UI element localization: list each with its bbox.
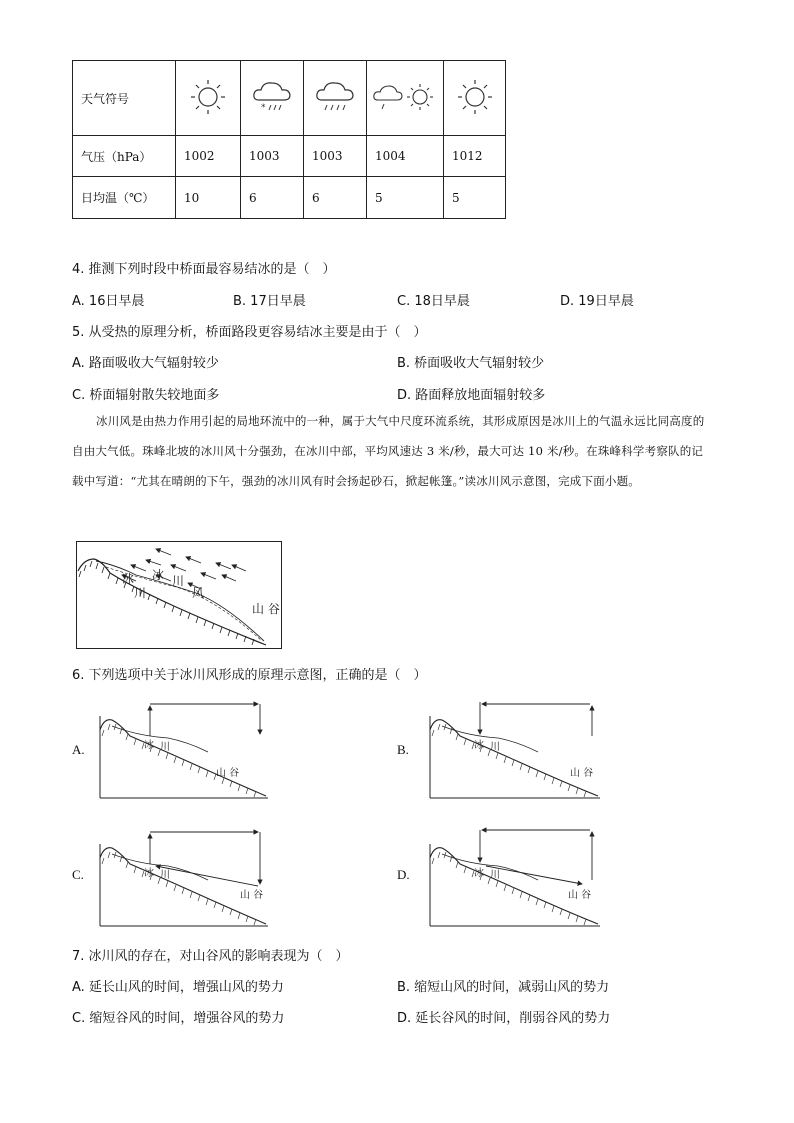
temperature-cell: 6 (304, 177, 367, 219)
q4-option-d[interactable]: D. 19日早晨 (560, 294, 634, 309)
sun-icon (444, 61, 506, 136)
row-header-pressure: 气压（hPa） (73, 136, 176, 177)
question-4-stem: 4. 推测下列时段中桥面最容易结冰的是（ ） (72, 262, 336, 277)
pressure-cell: 1012 (444, 136, 506, 177)
q6-option-d[interactable]: D. (397, 867, 410, 882)
row-header-weather-symbol: 天气符号 (73, 61, 176, 136)
q5-option-d[interactable]: D. 路面释放地面辐射较多 (397, 388, 546, 403)
diagram-glacier-label: 川 (490, 870, 500, 881)
q6-option-b[interactable]: B. (397, 742, 409, 757)
diagram-valley-label: 山 谷 (216, 768, 240, 779)
glacier-wind-label: 风 (192, 586, 205, 600)
q6-option-c[interactable]: C. (72, 867, 84, 882)
q6-diagram-d[interactable] (428, 822, 604, 928)
pressure-cell: 1002 (176, 136, 241, 177)
svg-text:*: * (261, 102, 266, 113)
temperature-cell: 5 (444, 177, 506, 219)
diagram-valley-label: 山 谷 (568, 890, 592, 901)
q7-option-b[interactable]: B. 缩短山风的时间，减弱山风的势力 (397, 980, 610, 995)
q5-option-a[interactable]: A. 路面吸收大气辐射较少 (72, 356, 219, 371)
cloud-rain-sun-icon (367, 61, 444, 136)
q5-option-c[interactable]: C. 桥面辐射散失较地面多 (72, 388, 220, 403)
q7-option-d[interactable]: D. 延长谷风的时间，削弱谷风的势力 (397, 1011, 611, 1026)
q7-option-a[interactable]: A. 延长山风的时间，增强山风的势力 (72, 980, 284, 995)
sun-icon (176, 61, 241, 136)
q4-option-b[interactable]: B. 17日早晨 (233, 294, 306, 309)
temperature-cell: 6 (241, 177, 304, 219)
q6-diagram-a[interactable] (98, 696, 270, 800)
q6-diagram-c[interactable] (98, 822, 270, 928)
pressure-cell: 1003 (241, 136, 304, 177)
reading-passage: 冰川风是由热力作用引起的局地环流中的一种，属于大气中尺度环流系统，其形成原因是冰川上的气温永远比同高度的自由大气低。珠峰北坡的冰川风十分强劲，在冰川中部，平均风速达 3 米/秒，最大可达 10 米/秒。在珠峰科学考察队的记载中写道：“尤其在晴朗的下午，强劲的冰川风有时会扬起砂石，掀起帐篷。”读冰川风示意图，完成下面小题。 (72, 414, 705, 488)
q5-option-b[interactable]: B. 桥面吸收大气辐射较少 (397, 356, 545, 371)
glacier-label: 川 (134, 586, 147, 600)
row-header-temperature: 日均温（℃） (73, 177, 176, 219)
q4-option-c[interactable]: C. 18日早晨 (397, 294, 470, 309)
diagram-glacier-label: 冰 (474, 868, 484, 879)
weather-table (72, 60, 506, 219)
diagram-glacier-label: 川 (160, 870, 170, 881)
question-7-stem: 7. 冰川风的存在，对山谷风的影响表现为（ ） (72, 949, 349, 964)
glacier-label: 冰 (122, 572, 135, 586)
q7-option-c[interactable]: C. 缩短谷风的时间，增强谷风的势力 (72, 1011, 285, 1026)
glacier-wind-label: 川 (172, 574, 185, 588)
pressure-cell: 1003 (304, 136, 367, 177)
cloud-snow-rain-icon (241, 61, 304, 136)
q6-option-a[interactable]: A. (72, 742, 85, 757)
diagram-valley-label: 山 谷 (240, 890, 264, 901)
diagram-valley-label: 山 谷 (570, 768, 594, 779)
diagram-glacier-label: 冰 (144, 740, 154, 751)
diagram-glacier-label: 冰 (474, 740, 484, 751)
q6-diagram-b[interactable] (428, 696, 604, 800)
diagram-glacier-label: 川 (490, 742, 500, 753)
temperature-cell: 5 (367, 177, 444, 219)
diagram-glacier-label: 冰 (144, 868, 154, 879)
glacier-wind-label: 冰 (152, 568, 165, 582)
q4-option-a[interactable]: A. 16日早晨 (72, 294, 145, 309)
diagram-glacier-label: 川 (160, 742, 170, 753)
glacier-wind-figure (76, 541, 282, 649)
pressure-cell: 1004 (367, 136, 444, 177)
temperature-cell: 10 (176, 177, 241, 219)
cloud-rain-icon (304, 61, 367, 136)
question-5-stem: 5. 从受热的原理分析，桥面路段更容易结冰主要是由于（ ） (72, 325, 427, 340)
valley-label: 山 谷 (252, 602, 280, 616)
question-6-stem: 6. 下列选项中关于冰川风形成的原理示意图，正确的是（ ） (72, 668, 427, 683)
